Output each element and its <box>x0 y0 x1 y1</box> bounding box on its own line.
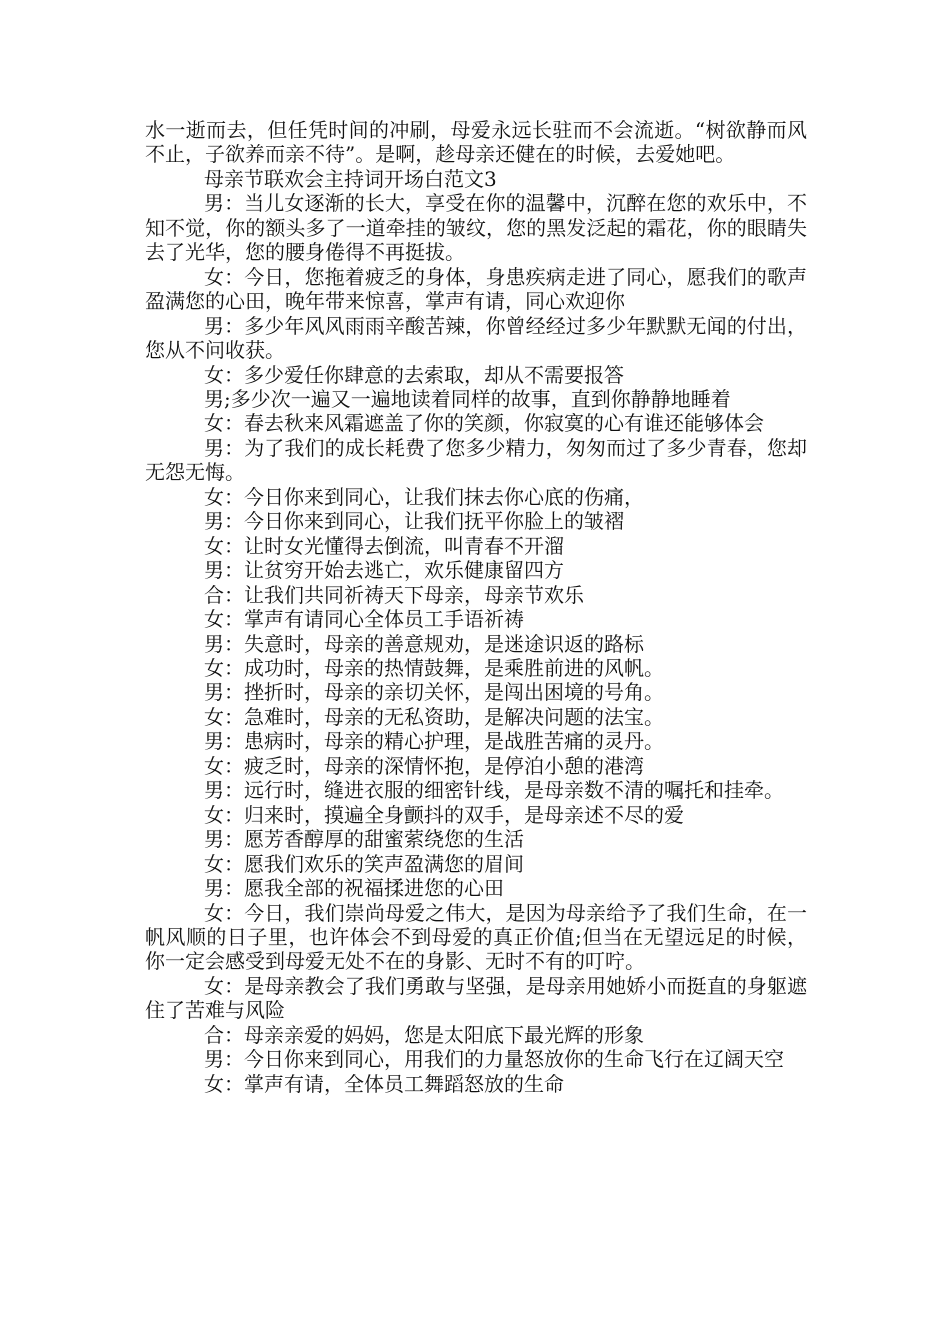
paragraph: 女：多少爱任你肆意的去索取，却从不需要报答 <box>204 362 624 387</box>
paragraph: 男：今日你来到同心，用我们的力量怒放你的生命飞行在辽阔天空 <box>204 1047 784 1072</box>
paragraph: 男：当儿女逐渐的长大，享受在你的温馨中，沉醉在您的欢乐中，不知不觉，你的额头多了一道牵挂的皱纹，您的黑发泛起的霜花，你的眼睛失去了光华，您的腰身倦得不再挺拔。 <box>145 191 807 265</box>
document-body <box>145 118 807 1096</box>
paragraph: 女：让时女光懂得去倒流，叫青春不开溜 <box>204 533 564 558</box>
paragraph: 男：让贫穷开始去逃亡，欢乐健康留四方 <box>204 558 564 583</box>
paragraph: 女：愿我们欢乐的笑声盈满您的眉间 <box>204 851 524 876</box>
paragraph: 女：掌声有请，全体员工舞蹈怒放的生命 <box>204 1071 564 1096</box>
section-heading: 母亲节联欢会主持词开场白范文3 <box>204 166 497 191</box>
paragraph: 女：急难时，母亲的无私资助，是解决问题的法宝。 <box>204 704 664 729</box>
paragraph: 女：今日，我们崇尚母爱之伟大，是因为母亲给予了我们生命，在一帆风顺的日子里，也许体会不到母爱的真正价值;但当在无望远足的时候，你一定会感受到母爱无处不在的身影、无时不有的叮咛。 <box>145 900 807 974</box>
paragraph: 女：掌声有请同心全体员工手语祈祷 <box>204 607 524 632</box>
paragraph: 女：成功时，母亲的热情鼓舞，是乘胜前进的风帆。 <box>204 655 664 680</box>
paragraph: 女：春去秋来风霜遮盖了你的笑颜，你寂寞的心有谁还能够体会 <box>204 411 764 436</box>
paragraph: 男：患病时，母亲的精心护理，是战胜苦痛的灵丹。 <box>204 729 664 754</box>
paragraph: 男：为了我们的成长耗费了您多少精力，匆匆而过了多少青春，您却无怨无悔。 <box>145 435 807 485</box>
paragraph: 男：今日你来到同心，让我们抚平你脸上的皱褶 <box>204 509 624 534</box>
paragraph: 女：今日，您拖着疲乏的身体，身患疾病走进了同心，愿我们的歌声盈满您的心田，晚年带来惊喜，掌声有请，同心欢迎你 <box>145 264 807 314</box>
paragraph: 男：多少年风风雨雨辛酸苦辣，你曾经经过多少年默默无闻的付出，您从不问收获。 <box>145 313 807 363</box>
paragraph: 男：远行时，缝进衣服的细密针线，是母亲数不清的嘱托和挂牵。 <box>204 778 784 803</box>
paragraph: 女：归来时，摸遍全身颤抖的双手，是母亲述不尽的爱 <box>204 802 684 827</box>
paragraph: 男：失意时，母亲的善意规劝，是迷途识返的路标 <box>204 631 644 656</box>
paragraph: 男：挫折时，母亲的亲切关怀，是闯出困境的号角。 <box>204 680 664 705</box>
paragraph: 男：愿我全部的祝福揉进您的心田 <box>204 876 504 901</box>
paragraph: 合：让我们共同祈祷天下母亲，母亲节欢乐 <box>204 582 584 607</box>
paragraph: 水一逝而去，但任凭时间的冲刷，母爱永远长驻而不会流逝。“树欲静而风不止，子欲养而亲不待”。是啊，趁母亲还健在的时候，去爱她吧。 <box>145 118 807 167</box>
paragraph: 男;多少次一遍又一遍地读着同样的故事，直到你静静地睡着 <box>204 386 731 411</box>
paragraph: 男：愿芳香醇厚的甜蜜萦绕您的生活 <box>204 827 524 852</box>
paragraph: 女：是母亲教会了我们勇敢与坚强，是母亲用她娇小而挺直的身躯遮住了苦难与风险 <box>145 973 807 1023</box>
paragraph: 合：母亲亲爱的妈妈，您是太阳底下最光辉的形象 <box>204 1022 644 1047</box>
paragraph: 女：今日你来到同心，让我们抹去你心底的伤痛， <box>204 484 644 509</box>
paragraph: 女：疲乏时，母亲的深情怀抱，是停泊小憩的港湾 <box>204 753 644 778</box>
